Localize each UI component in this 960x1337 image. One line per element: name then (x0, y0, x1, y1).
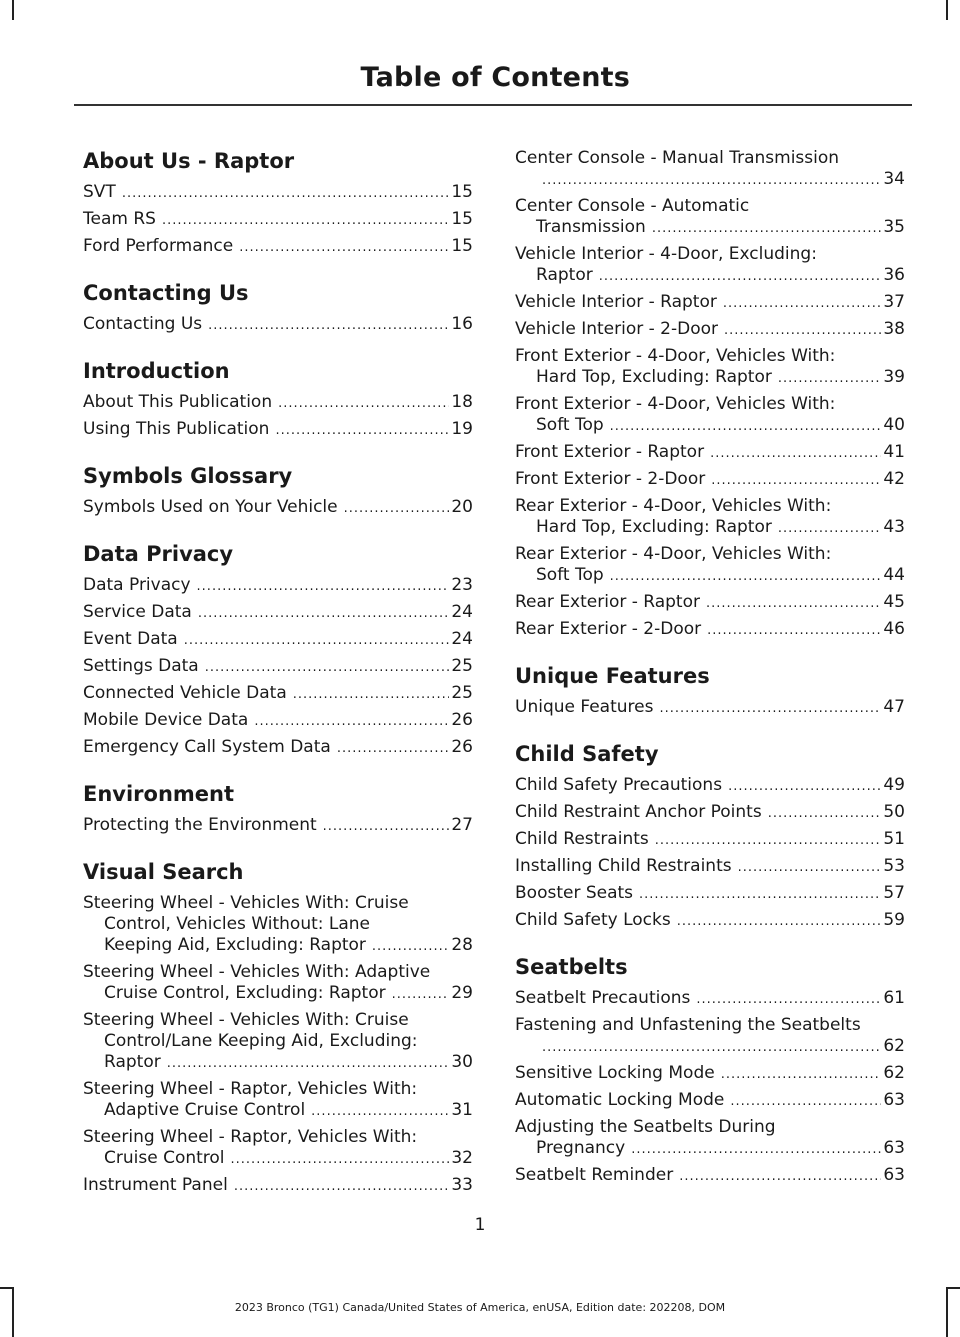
entry-title: Raptor (104, 1052, 161, 1072)
entry-title: Soft Top (536, 415, 604, 435)
entry-title: Adaptive Cruise Control (104, 1100, 306, 1120)
entry-page-number: 24 (451, 602, 473, 622)
toc-section (83, 146, 473, 258)
toc-entry[interactable] (83, 710, 473, 732)
entry-page-number: 49 (883, 775, 905, 795)
dot-leader (721, 1064, 882, 1085)
entry-page-number: 59 (883, 910, 905, 930)
entry-title-line: Rear Exterior - 4-Door, Vehicles With: (515, 544, 832, 564)
entry-title: Rear Exterior - 2-Door (515, 619, 702, 639)
toc-entry[interactable] (83, 683, 473, 705)
toc-entry[interactable] (83, 893, 473, 957)
entry-page-number: 20 (451, 497, 473, 517)
entry-page-number: 61 (883, 988, 905, 1008)
entry-page-number: 26 (451, 710, 473, 730)
entry-page-number: 26 (451, 737, 473, 757)
dot-leader (696, 989, 881, 1010)
dot-leader (372, 936, 449, 957)
entry-title: Instrument Panel (83, 1175, 228, 1195)
dot-leader (208, 315, 449, 336)
toc-entry[interactable] (515, 1117, 905, 1160)
entry-page-number: 63 (883, 1138, 905, 1158)
toc-entry[interactable] (515, 697, 905, 719)
entry-page-number: 53 (883, 856, 905, 876)
entry-page-number: 15 (451, 236, 473, 256)
toc-section (83, 779, 473, 837)
dot-leader (631, 1139, 881, 1160)
toc-entry[interactable] (83, 656, 473, 678)
dot-leader (205, 657, 450, 678)
toc-entry[interactable] (515, 1063, 905, 1085)
dot-leader (710, 443, 881, 464)
entry-title-line: Rear Exterior - 4-Door, Vehicles With: (515, 496, 832, 516)
crop-mark-bottom-left-h (0, 1287, 14, 1289)
entry-page-number: 36 (883, 265, 905, 285)
dot-leader (723, 293, 882, 314)
entry-title-line: Center Console - Manual Transmission (515, 148, 840, 168)
entry-title: Installing Child Restraints (515, 856, 732, 876)
toc-entry[interactable] (83, 1127, 473, 1170)
toc-section (515, 952, 905, 1187)
entry-title: Booster Seats (515, 883, 634, 903)
dot-leader (254, 711, 449, 732)
dot-leader (198, 603, 450, 624)
entry-title: Service Data (83, 602, 192, 622)
entry-title: Settings Data (83, 656, 199, 676)
entry-title: Data Privacy (83, 575, 191, 595)
toc-entry[interactable] (83, 419, 473, 441)
toc-entry[interactable] (515, 883, 905, 905)
dot-leader (542, 1037, 881, 1058)
dot-leader (706, 593, 881, 614)
entry-title: Cruise Control, Excluding: Raptor (104, 983, 386, 1003)
entry-title: Emergency Call System Data (83, 737, 331, 757)
dot-leader (610, 416, 882, 437)
dot-leader (275, 420, 449, 441)
toc-entry[interactable] (83, 182, 473, 204)
entry-title: Event Data (83, 629, 178, 649)
toc-entry[interactable] (83, 1010, 473, 1074)
toc-entry[interactable] (515, 244, 905, 287)
dot-leader (278, 393, 449, 414)
dot-leader (599, 266, 882, 287)
page-number: 1 (474, 1215, 486, 1235)
entry-title: Transmission (536, 217, 646, 237)
dot-leader (323, 816, 450, 837)
entry-page-number: 16 (451, 314, 473, 334)
dot-leader (122, 183, 450, 204)
entry-page-number: 57 (883, 883, 905, 903)
toc-section (83, 539, 473, 759)
crop-mark-bottom-right-h (946, 1287, 960, 1289)
entry-title: Keeping Aid, Excluding: Raptor (104, 935, 366, 955)
dot-leader (768, 803, 882, 824)
entry-page-number: 30 (451, 1052, 473, 1072)
toc-entry[interactable] (515, 1090, 905, 1112)
toc-entry[interactable] (515, 496, 905, 539)
toc-entry[interactable] (83, 962, 473, 1005)
entry-page-number: 43 (883, 517, 905, 537)
toc-section (83, 356, 473, 441)
toc-entry[interactable] (515, 1015, 905, 1058)
toc-entry[interactable] (515, 802, 905, 824)
dot-leader (337, 738, 450, 759)
entry-page-number: 28 (451, 935, 473, 955)
entry-page-number: 39 (883, 367, 905, 387)
crop-mark-top-right-v (946, 0, 948, 20)
toc-entry[interactable] (83, 236, 473, 258)
toc-entry[interactable] (515, 910, 905, 932)
toc-entry[interactable] (83, 392, 473, 414)
entry-title: Connected Vehicle Data (83, 683, 287, 703)
section-heading: Introduction (83, 359, 230, 383)
dot-leader (311, 1101, 449, 1122)
dot-leader (392, 984, 450, 1005)
entry-page-number: 41 (883, 442, 905, 462)
toc-entry[interactable] (83, 629, 473, 651)
dot-leader (728, 776, 881, 797)
dot-leader (344, 498, 450, 519)
entry-page-number: 51 (883, 829, 905, 849)
section-heading: Child Safety (515, 742, 659, 766)
dot-leader (162, 210, 449, 231)
toc-entry[interactable] (83, 602, 473, 624)
section-heading: Seatbelts (515, 955, 628, 979)
entry-page-number: 42 (883, 469, 905, 489)
entry-title: Vehicle Interior - Raptor (515, 292, 717, 312)
toc-column-right (515, 148, 905, 1192)
toc-section (83, 857, 473, 1197)
entry-title: Symbols Used on Your Vehicle (83, 497, 338, 517)
entry-title-line: Control/Lane Keeping Aid, Excluding: (104, 1031, 418, 1051)
dot-leader (730, 1091, 881, 1112)
entry-title: Child Restraint Anchor Points (515, 802, 762, 822)
toc-section (515, 148, 905, 641)
entry-title: About This Publication (83, 392, 273, 412)
dot-leader (724, 320, 881, 341)
entry-title: Raptor (536, 265, 593, 285)
toc-section (515, 739, 905, 932)
header-rule (74, 104, 912, 106)
toc-section (83, 461, 473, 519)
entry-title-line: Steering Wheel - Raptor, Vehicles With: (83, 1079, 418, 1099)
toc-entry[interactable] (83, 209, 473, 231)
dot-leader (738, 857, 882, 878)
section-heading: Contacting Us (83, 281, 249, 305)
dot-leader (652, 218, 882, 239)
entry-title: Hard Top, Excluding: Raptor (536, 367, 772, 387)
toc-entry[interactable] (515, 592, 905, 614)
dot-leader (184, 630, 450, 651)
entry-page-number: 25 (451, 683, 473, 703)
dot-leader (707, 620, 881, 641)
crop-mark-top-left-v (12, 0, 14, 20)
entry-title-line: Vehicle Interior - 4-Door, Excluding: (515, 244, 817, 264)
entry-page-number: 62 (883, 1036, 905, 1056)
entry-page-number: 63 (883, 1165, 905, 1185)
entry-page-number: 19 (451, 419, 473, 439)
entry-title-line: Steering Wheel - Vehicles With: Cruise (83, 1010, 409, 1030)
toc-entry[interactable] (83, 314, 473, 336)
entry-title: Child Safety Precautions (515, 775, 723, 795)
toc-entry[interactable] (515, 829, 905, 851)
entry-page-number: 63 (883, 1090, 905, 1110)
entry-title-line: Control, Vehicles Without: Lane (104, 914, 371, 934)
dot-leader (234, 1176, 450, 1197)
page-title: Table of Contents (360, 62, 630, 93)
entry-title-line: Steering Wheel - Vehicles With: Cruise (83, 893, 409, 913)
entry-title: Protecting the Environment (83, 815, 317, 835)
dot-leader (659, 698, 881, 719)
entry-page-number: 33 (451, 1175, 473, 1195)
entry-page-number: 23 (451, 575, 473, 595)
entry-page-number: 24 (451, 629, 473, 649)
dot-leader (239, 237, 449, 258)
entry-page-number: 40 (883, 415, 905, 435)
entry-page-number: 29 (451, 983, 473, 1003)
toc-entry[interactable] (515, 469, 905, 491)
dot-leader (610, 566, 882, 587)
toc-entry[interactable] (515, 988, 905, 1010)
section-heading: Visual Search (83, 860, 244, 884)
entry-page-number: 47 (883, 697, 905, 717)
entry-page-number: 44 (883, 565, 905, 585)
section-heading: About Us - Raptor (83, 149, 295, 173)
entry-title: Seatbelt Precautions (515, 988, 691, 1008)
entry-title: Unique Features (515, 697, 654, 717)
dot-leader (639, 884, 881, 905)
section-heading: Data Privacy (83, 542, 234, 566)
toc-entry[interactable] (515, 1165, 905, 1187)
entry-title: Seatbelt Reminder (515, 1165, 674, 1185)
entry-page-number: 34 (883, 169, 905, 189)
toc-entry[interactable] (83, 497, 473, 519)
entry-page-number: 32 (451, 1148, 473, 1168)
entry-page-number: 46 (883, 619, 905, 639)
entry-title: SVT (83, 182, 116, 202)
entry-title-line: Fastening and Unfastening the Seatbelts (515, 1015, 861, 1035)
entry-title-line: Front Exterior - 4-Door, Vehicles With: (515, 394, 836, 414)
dot-leader (542, 170, 881, 191)
dot-leader (778, 368, 882, 389)
toc-entry[interactable] (83, 1079, 473, 1122)
toc-entry[interactable] (515, 196, 905, 239)
entry-title: Front Exterior - Raptor (515, 442, 705, 462)
entry-title: Pregnancy (536, 1138, 626, 1158)
entry-title: Soft Top (536, 565, 604, 585)
entry-title: Front Exterior - 2-Door (515, 469, 706, 489)
section-heading: Unique Features (515, 664, 710, 688)
entry-page-number: 25 (451, 656, 473, 676)
entry-page-number: 18 (451, 392, 473, 412)
entry-page-number: 62 (883, 1063, 905, 1083)
dot-leader (679, 1166, 881, 1187)
toc-entry[interactable] (515, 775, 905, 797)
section-heading: Symbols Glossary (83, 464, 293, 488)
entry-title: Contacting Us (83, 314, 203, 334)
footer-edition: 2023 Bronco (TG1) Canada/United States of America, enUSA, Edition date: 202208, DOM (234, 1301, 726, 1314)
toc-column-left (83, 146, 473, 1202)
entry-title-line: Center Console - Automatic (515, 196, 750, 216)
entry-title: Hard Top, Excluding: Raptor (536, 517, 772, 537)
dot-leader (711, 470, 881, 491)
toc-entry[interactable] (83, 575, 473, 597)
toc-entry[interactable] (515, 319, 905, 341)
entry-title-line: Steering Wheel - Vehicles With: Adaptive (83, 962, 431, 982)
toc-entry[interactable] (515, 394, 905, 437)
dot-leader (778, 518, 882, 539)
dot-leader (293, 684, 450, 705)
entry-page-number: 35 (883, 217, 905, 237)
entry-title: Team RS (83, 209, 156, 229)
dot-leader (677, 911, 882, 932)
toc-entry[interactable] (515, 856, 905, 878)
entry-title-line: Steering Wheel - Raptor, Vehicles With: (83, 1127, 418, 1147)
dot-leader (231, 1149, 450, 1170)
toc-entry[interactable] (515, 619, 905, 641)
toc-section (515, 661, 905, 719)
entry-title: Mobile Device Data (83, 710, 249, 730)
toc-entry[interactable] (515, 292, 905, 314)
entry-page-number: 15 (451, 182, 473, 202)
section-heading: Environment (83, 782, 235, 806)
entry-page-number: 38 (883, 319, 905, 339)
entry-page-number: 37 (883, 292, 905, 312)
toc-entry[interactable] (515, 442, 905, 464)
entry-page-number: 50 (883, 802, 905, 822)
entry-page-number: 27 (451, 815, 473, 835)
entry-title: Vehicle Interior - 2-Door (515, 319, 718, 339)
toc-entry[interactable] (515, 544, 905, 587)
entry-page-number: 15 (451, 209, 473, 229)
toc-entry[interactable] (83, 737, 473, 759)
entry-title: Sensitive Locking Mode (515, 1063, 715, 1083)
entry-title: Child Safety Locks (515, 910, 671, 930)
entry-title: Automatic Locking Mode (515, 1090, 725, 1110)
entry-title-line: Adjusting the Seatbelts During (515, 1117, 776, 1137)
entry-title: Child Restraints (515, 829, 649, 849)
dot-leader (197, 576, 450, 597)
entry-title: Rear Exterior - Raptor (515, 592, 700, 612)
entry-page-number: 31 (451, 1100, 473, 1120)
toc-entry[interactable] (83, 815, 473, 837)
toc-entry[interactable] (515, 148, 905, 191)
entry-title-line: Front Exterior - 4-Door, Vehicles With: (515, 346, 836, 366)
entry-title: Cruise Control (104, 1148, 225, 1168)
entry-title: Ford Performance (83, 236, 234, 256)
toc-section (83, 278, 473, 336)
entry-title: Using This Publication (83, 419, 270, 439)
toc-entry[interactable] (515, 346, 905, 389)
toc-entry[interactable] (83, 1175, 473, 1197)
entry-page-number: 45 (883, 592, 905, 612)
dot-leader (167, 1053, 450, 1074)
dot-leader (655, 830, 882, 851)
